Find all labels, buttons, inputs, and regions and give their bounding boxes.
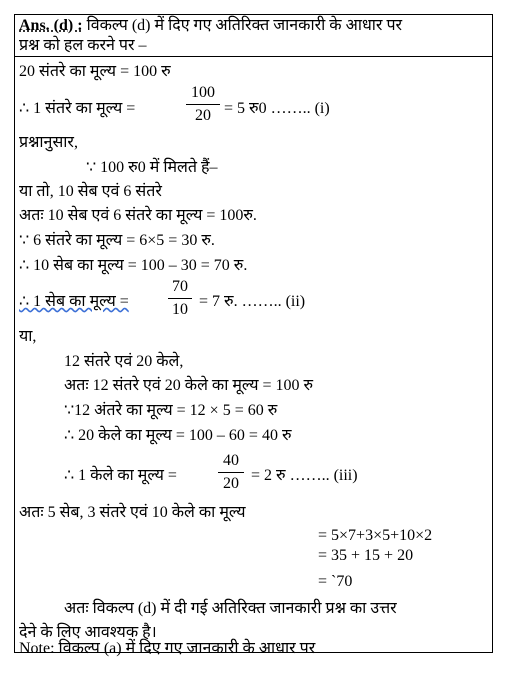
line-one-apple-price-result: = 7 रु. …….. (ii) — [199, 293, 306, 310]
line-one-orange-price-label: ∴ 1 संतरे का मूल्य = — [19, 100, 136, 117]
cut-off-next-line — [14, 640, 493, 657]
fraction-numerator: 40 — [223, 452, 239, 469]
fraction-denominator: 20 — [223, 475, 239, 492]
header-line-1 — [19, 16, 402, 36]
line-total-result: = `70 — [318, 573, 353, 590]
line-total-expression: = 5×7+3×5+10×2 — [318, 527, 433, 544]
line-ten-apples: ∴ 10 सेब का मूल्य = 100 – 30 = 70 रु. — [19, 257, 248, 274]
fraction-bar — [186, 104, 220, 105]
line-six-oranges: ∵ 6 संतरे का मूल्य = 6×5 = 30 रु. — [19, 232, 215, 249]
line-oranges-bananas-price: अतः 12 संतरे एवं 20 केले का मूल्य = 100 रु — [64, 377, 314, 394]
line-one-orange-price-result: = 5 रु0 …….. (i) — [224, 100, 330, 117]
line-apples-oranges-price: अतः 10 सेब एवं 6 संतरे का मूल्य = 100रु. — [19, 207, 257, 224]
line-for-100: ∵ 100 रु0 में मिलते हैं– — [86, 159, 218, 176]
line-one-banana-price-label: ∴ 1 केले का मूल्य = — [64, 467, 177, 484]
fraction-bar — [168, 298, 192, 299]
line-one-apple-price-label: ∴ 1 सेब का मूल्य = — [19, 293, 129, 310]
fraction-numerator: 100 — [191, 84, 215, 101]
line-one-banana-price-result: = 2 रु …….. (iii) — [251, 467, 358, 484]
fraction-denominator: 20 — [195, 107, 211, 124]
line-total-price-label: अतः 5 सेब, 3 संतरे एवं 10 केले का मूल्य — [19, 504, 246, 521]
fraction-bar — [218, 472, 244, 473]
line-total-sum: = 35 + 15 + 20 — [318, 547, 414, 564]
line-twelve-oranges: 12 संतरे एवं 20 केले, — [64, 353, 184, 370]
header-line-2: प्रश्न को हल करने पर – — [19, 37, 147, 54]
line-or: या, — [19, 328, 37, 345]
fraction-numerator: 70 — [172, 278, 188, 295]
line-twelve-oranges-price: ∵12 अंतरे का मूल्य = 12 × 5 = 60 रु — [64, 402, 278, 419]
cut-off-text: Note: विकल्प (a) में दिए गए जानकारी के आधार पर — [19, 640, 316, 657]
line-conclusion-1: अतः विकल्प (d) में दी गई अतिरिक्त जानकारी प्रश्न का उत्तर — [64, 600, 397, 617]
line-according-to-question: प्रश्नानुसार, — [19, 134, 78, 151]
answer-label: Ans. (d) : — [19, 17, 83, 34]
fraction-denominator: 10 — [172, 301, 188, 318]
line-either: या तो, 10 सेब एवं 6 संतरे — [19, 183, 162, 200]
header-divider — [14, 56, 493, 57]
fraction-100-20 — [186, 84, 220, 125]
line-conclusion-2: देने के लिए आवश्यक है। — [19, 624, 157, 641]
header-text-1: विकल्प (d) में दिए गए अतिरिक्त जानकारी के आधार पर — [86, 17, 403, 34]
line-orange-price: 20 संतरे का मूल्य = 100 रु — [19, 63, 171, 80]
fraction-70-10 — [168, 278, 192, 319]
fraction-40-20 — [218, 452, 244, 493]
line-twenty-bananas-price: ∴ 20 केले का मूल्य = 100 – 60 = 40 रु — [64, 427, 292, 444]
